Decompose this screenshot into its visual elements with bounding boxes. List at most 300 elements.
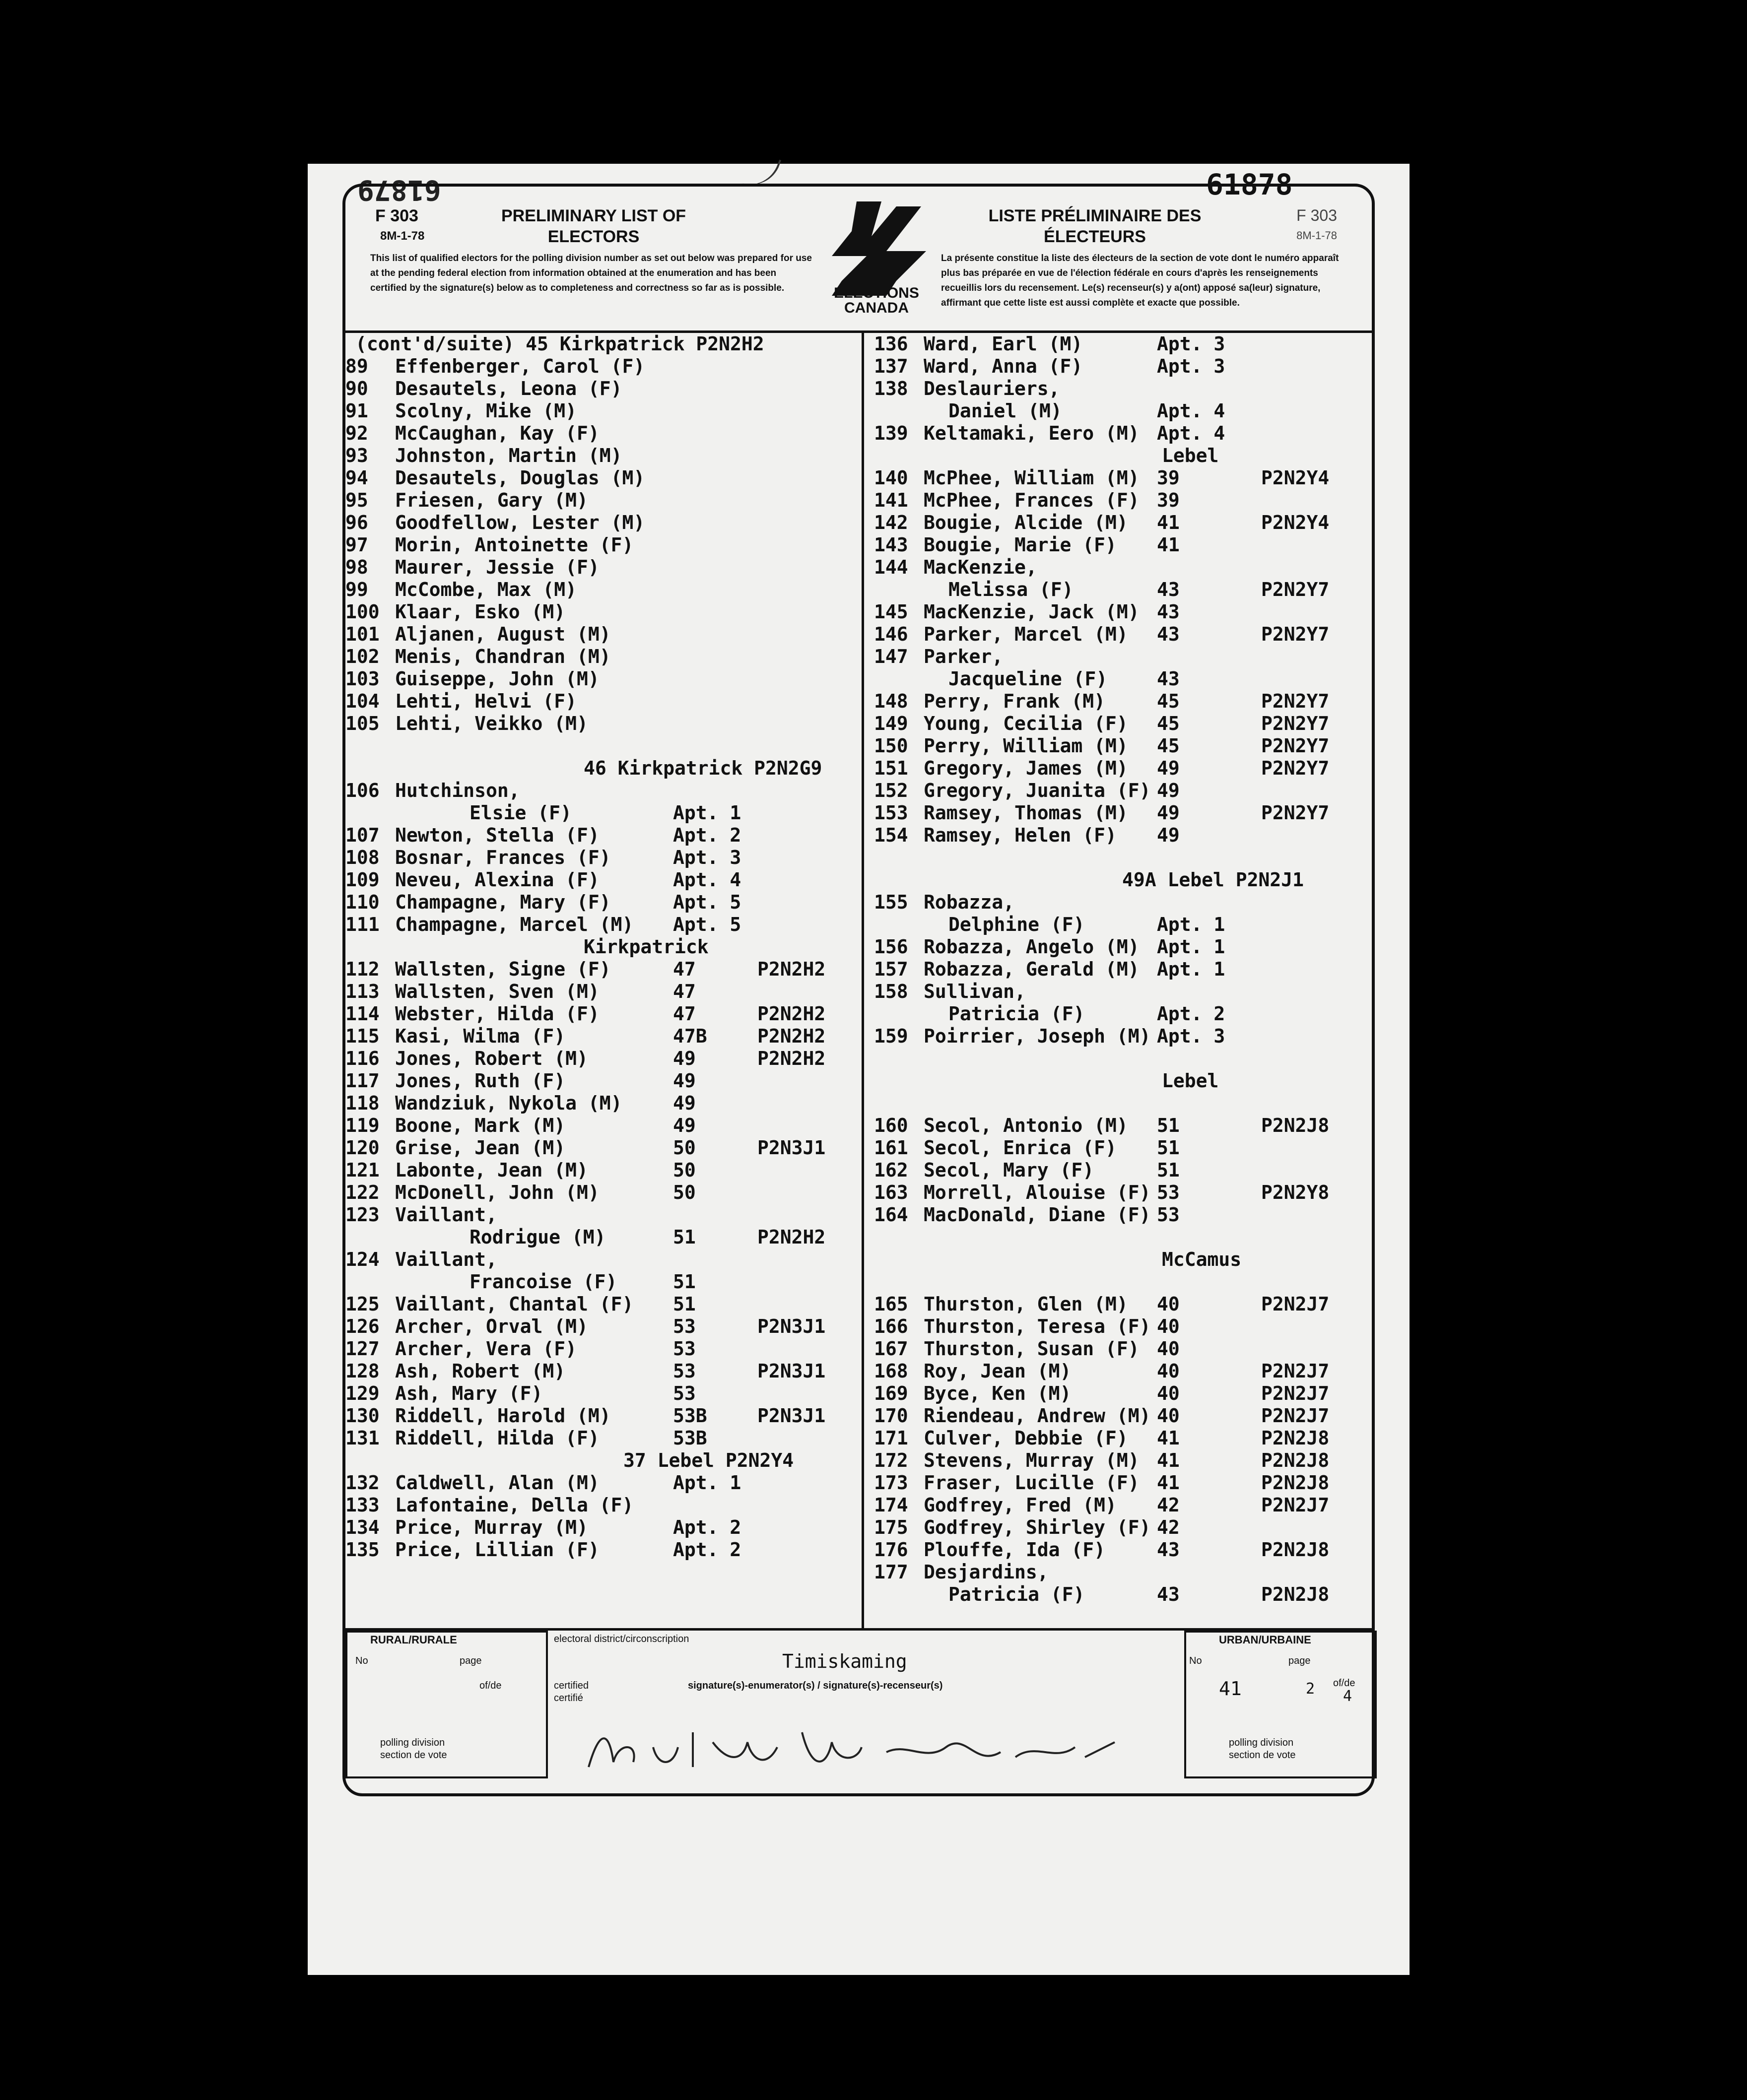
elector-address: 49 bbox=[673, 1048, 696, 1069]
street-heading: Francoise (F) bbox=[470, 1271, 617, 1293]
elector-name: Boone, Mark (M) bbox=[395, 1115, 566, 1136]
elector-name: Perry, William (M) bbox=[924, 735, 1128, 757]
elector-number: 148 bbox=[874, 690, 908, 712]
elector-address: Apt. 3 bbox=[1157, 333, 1225, 355]
elector-name: Maurer, Jessie (F) bbox=[395, 556, 600, 578]
elector-row bbox=[874, 1427, 1370, 1449]
elector-address: 42 bbox=[1157, 1516, 1180, 1538]
elector-address: 49 bbox=[673, 1070, 696, 1092]
elector-number: 103 bbox=[345, 668, 380, 690]
title-fr-line-1: LISTE PRÉLIMINAIRE DES bbox=[988, 206, 1202, 225]
elector-name: Klaar, Esko (M) bbox=[395, 601, 566, 623]
elector-address: 49 bbox=[673, 1115, 696, 1136]
elector-row bbox=[345, 445, 857, 467]
elector-row bbox=[874, 1271, 1370, 1293]
postal-code: P2N2Y7 bbox=[1261, 802, 1330, 824]
elector-row bbox=[345, 1338, 857, 1360]
form-footer bbox=[345, 1628, 1372, 1799]
urban-polling-division-label-fr: section de vote bbox=[1229, 1750, 1296, 1761]
elector-number: 169 bbox=[874, 1382, 908, 1404]
elector-name: Riddell, Hilda (F) bbox=[395, 1427, 600, 1449]
elector-number: 141 bbox=[874, 489, 908, 511]
elector-name: Jones, Robert (M) bbox=[395, 1048, 588, 1069]
elector-row bbox=[874, 1003, 1370, 1025]
urban-page-value: 2 bbox=[1306, 1680, 1315, 1698]
elector-name: Price, Murray (M) bbox=[395, 1516, 588, 1538]
elector-number: 154 bbox=[874, 824, 908, 846]
elector-name: Parker, bbox=[924, 646, 1004, 667]
elector-row bbox=[874, 981, 1370, 1003]
elector-row bbox=[874, 1025, 1370, 1048]
elector-row bbox=[874, 690, 1370, 713]
elector-name: Neveu, Alexina (F) bbox=[395, 869, 600, 891]
elector-number: 171 bbox=[874, 1427, 908, 1449]
postal-code: P2N3J1 bbox=[757, 1137, 826, 1159]
elector-number: 124 bbox=[345, 1248, 380, 1270]
elector-number: 91 bbox=[345, 400, 368, 422]
elector-address: Apt. 1 bbox=[1157, 914, 1225, 935]
elector-address: Apt. 1 bbox=[673, 802, 741, 824]
elector-row bbox=[345, 378, 857, 400]
postal-code: P2N2H2 bbox=[757, 1003, 826, 1025]
elector-number: 143 bbox=[874, 534, 908, 556]
elector-number: 104 bbox=[345, 690, 380, 712]
elector-row bbox=[345, 355, 857, 378]
elector-name: Perry, Frank (M) bbox=[924, 690, 1106, 712]
elector-name: Gregory, Juanita (F) bbox=[924, 780, 1151, 801]
elector-row bbox=[345, 646, 857, 668]
elector-row bbox=[874, 579, 1370, 601]
elector-number: 114 bbox=[345, 1003, 380, 1025]
elector-name: Vaillant, Chantal (F) bbox=[395, 1293, 634, 1315]
elector-number: 168 bbox=[874, 1360, 908, 1382]
elector-number: 113 bbox=[345, 981, 380, 1002]
elector-number: 96 bbox=[345, 512, 368, 533]
enumerator-signature-icon bbox=[579, 1712, 1125, 1777]
postal-code: P2N2J7 bbox=[1261, 1405, 1330, 1427]
street-heading: Jacqueline (F) bbox=[948, 668, 1108, 690]
elector-number: 97 bbox=[345, 534, 368, 556]
elector-name: Godfrey, Fred (M) bbox=[924, 1494, 1117, 1516]
elector-number: 163 bbox=[874, 1181, 908, 1203]
elector-number: 132 bbox=[345, 1472, 380, 1494]
elector-number: 98 bbox=[345, 556, 368, 578]
logo-text-line-2: CANADA bbox=[844, 300, 909, 316]
elector-row bbox=[874, 467, 1370, 489]
elector-number: 130 bbox=[345, 1405, 380, 1427]
elector-number: 167 bbox=[874, 1338, 908, 1360]
elector-number: 162 bbox=[874, 1159, 908, 1181]
elector-row bbox=[345, 556, 857, 579]
elector-name: Archer, Orval (M) bbox=[395, 1315, 588, 1337]
elector-address: 53 bbox=[673, 1315, 696, 1337]
district-label: electoral district/circonscription bbox=[554, 1634, 689, 1644]
elector-row bbox=[874, 1248, 1370, 1271]
elector-address: 53 bbox=[673, 1382, 696, 1404]
postal-code: P2N2J8 bbox=[1261, 1449, 1330, 1471]
rural-of-label: of/de bbox=[479, 1680, 502, 1691]
elector-name: Deslauriers, bbox=[924, 378, 1060, 399]
elector-number: 153 bbox=[874, 802, 908, 824]
elector-name: Culver, Debbie (F) bbox=[924, 1427, 1128, 1449]
elector-row bbox=[874, 1382, 1370, 1405]
signature-label: signature(s)-enumerator(s) / signature(s)-recenseur(s) bbox=[688, 1680, 943, 1691]
column-divider bbox=[862, 330, 864, 1628]
elector-row bbox=[345, 824, 857, 847]
postal-code: P2N3J1 bbox=[757, 1315, 826, 1337]
elector-name: Thurston, Glen (M) bbox=[924, 1293, 1128, 1315]
elector-row bbox=[874, 355, 1370, 378]
elector-name: Robazza, Gerald (M) bbox=[924, 958, 1140, 980]
elector-number: 159 bbox=[874, 1025, 908, 1047]
elector-number: 108 bbox=[345, 847, 380, 868]
elector-row bbox=[345, 936, 857, 958]
elector-address: 49 bbox=[1157, 780, 1180, 801]
elector-number: 92 bbox=[345, 422, 368, 444]
elector-number: 126 bbox=[345, 1315, 380, 1337]
elector-name: Poirrier, Joseph (M) bbox=[924, 1025, 1151, 1047]
elector-address: 41 bbox=[1157, 1449, 1180, 1471]
elector-number: 142 bbox=[874, 512, 908, 533]
elector-row bbox=[874, 1115, 1370, 1137]
elector-address: Apt. 4 bbox=[1157, 422, 1225, 444]
elector-name: Desautels, Leona (F) bbox=[395, 378, 622, 399]
elector-number: 131 bbox=[345, 1427, 380, 1449]
elector-row bbox=[874, 869, 1370, 891]
street-heading: 37 Lebel P2N2Y4 bbox=[623, 1449, 794, 1471]
elector-name: Morin, Antoinette (F) bbox=[395, 534, 634, 556]
postal-code: P2N3J1 bbox=[757, 1405, 826, 1427]
polling-division-label: polling division bbox=[380, 1737, 445, 1748]
elector-row bbox=[874, 646, 1370, 668]
elector-name: Byce, Ken (M) bbox=[924, 1382, 1072, 1404]
elector-address: 43 bbox=[1157, 1583, 1180, 1605]
elector-number: 119 bbox=[345, 1115, 380, 1136]
elector-address: 50 bbox=[673, 1159, 696, 1181]
urban-of-value: 4 bbox=[1343, 1688, 1352, 1705]
postal-code: P2N2J8 bbox=[1261, 1583, 1330, 1605]
elector-name: Caldwell, Alan (M) bbox=[395, 1472, 600, 1494]
elector-number: 139 bbox=[874, 422, 908, 444]
elector-address: Apt. 1 bbox=[673, 1472, 741, 1494]
elector-number: 157 bbox=[874, 958, 908, 980]
elector-name: Secol, Enrica (F) bbox=[924, 1137, 1117, 1159]
elector-name: Morrell, Alouise (F) bbox=[924, 1181, 1151, 1203]
elector-row bbox=[874, 601, 1370, 623]
elector-row bbox=[345, 534, 857, 556]
elector-address: 39 bbox=[1157, 489, 1180, 511]
logo-wordmark bbox=[812, 286, 941, 316]
elector-address: 40 bbox=[1157, 1293, 1180, 1315]
elector-address: 41 bbox=[1157, 534, 1180, 556]
elector-name: Lafontaine, Della (F) bbox=[395, 1494, 634, 1516]
elector-address: 45 bbox=[1157, 735, 1180, 757]
postal-code: P2N2J7 bbox=[1261, 1360, 1330, 1382]
elector-address: 49 bbox=[1157, 757, 1180, 779]
elector-number: 138 bbox=[874, 378, 908, 399]
elector-name: Scolny, Mike (M) bbox=[395, 400, 577, 422]
elector-address: 53B bbox=[673, 1427, 707, 1449]
elector-row bbox=[874, 1315, 1370, 1338]
elector-row bbox=[345, 1472, 857, 1494]
elector-number: 137 bbox=[874, 355, 908, 377]
elector-row bbox=[874, 958, 1370, 981]
elector-address: 53 bbox=[673, 1360, 696, 1382]
elector-address: 40 bbox=[1157, 1405, 1180, 1427]
postal-code: P2N2Y4 bbox=[1261, 467, 1330, 489]
title-french bbox=[971, 205, 1219, 247]
elector-name: Price, Lillian (F) bbox=[395, 1539, 600, 1561]
elector-name: Fraser, Lucille (F) bbox=[924, 1472, 1140, 1494]
elector-address: 53 bbox=[1157, 1181, 1180, 1203]
elector-address: 39 bbox=[1157, 467, 1180, 489]
elector-address: 53 bbox=[673, 1338, 696, 1360]
elector-row bbox=[345, 914, 857, 936]
postal-code: P2N2H2 bbox=[757, 1025, 826, 1047]
elector-name: Sullivan, bbox=[924, 981, 1026, 1002]
elector-row bbox=[874, 489, 1370, 512]
elector-row bbox=[345, 1025, 857, 1048]
elector-address: 50 bbox=[673, 1137, 696, 1159]
elector-name: Grise, Jean (M) bbox=[395, 1137, 566, 1159]
elector-name: McCaughan, Kay (F) bbox=[395, 422, 600, 444]
elector-row bbox=[874, 1204, 1370, 1226]
postal-code: P2N2H2 bbox=[757, 1226, 826, 1248]
elector-row bbox=[345, 1271, 857, 1293]
elector-row bbox=[874, 891, 1370, 914]
elector-row bbox=[345, 1003, 857, 1025]
elector-name: Wallsten, Signe (F) bbox=[395, 958, 611, 980]
elector-number: 95 bbox=[345, 489, 368, 511]
elector-number: 156 bbox=[874, 936, 908, 958]
elector-row bbox=[874, 1516, 1370, 1539]
street-heading: Elsie (F) bbox=[470, 802, 572, 824]
elector-name: Thurston, Teresa (F) bbox=[924, 1315, 1151, 1337]
elector-row bbox=[345, 668, 857, 690]
elector-row bbox=[345, 333, 857, 355]
elector-name: Champagne, Marcel (M) bbox=[395, 914, 634, 935]
electors-list-right bbox=[874, 333, 1370, 1606]
elector-row bbox=[874, 1048, 1370, 1070]
elector-address: 49 bbox=[1157, 802, 1180, 824]
elector-number: 155 bbox=[874, 891, 908, 913]
elector-row bbox=[345, 1181, 857, 1204]
elector-address: 43 bbox=[1157, 601, 1180, 623]
elector-address: 51 bbox=[1157, 1115, 1180, 1136]
postal-code: P2N2Y7 bbox=[1261, 623, 1330, 645]
elector-row bbox=[874, 512, 1370, 534]
elector-name: Labonte, Jean (M) bbox=[395, 1159, 588, 1181]
elector-name: McDonell, John (M) bbox=[395, 1181, 600, 1203]
elector-address: 43 bbox=[1157, 668, 1180, 690]
elector-address: 47B bbox=[673, 1025, 707, 1047]
elector-name: Bougie, Marie (F) bbox=[924, 534, 1117, 556]
postal-code: P2N2Y7 bbox=[1261, 690, 1330, 712]
postal-code: P2N2Y7 bbox=[1261, 757, 1330, 779]
elector-row bbox=[874, 914, 1370, 936]
elector-address: 47 bbox=[673, 981, 696, 1002]
form-date-fr: 8M-1-78 bbox=[1296, 229, 1337, 242]
elector-address: 49 bbox=[1157, 824, 1180, 846]
elector-row bbox=[345, 579, 857, 601]
elector-name: Desautels, Douglas (M) bbox=[395, 467, 645, 489]
elector-address: 51 bbox=[673, 1293, 696, 1315]
elector-number: 107 bbox=[345, 824, 380, 846]
form-code: F 303 bbox=[375, 206, 418, 225]
street-heading: McCamus bbox=[1162, 1248, 1242, 1270]
elector-number: 129 bbox=[345, 1382, 380, 1404]
elector-address: 45 bbox=[1157, 690, 1180, 712]
elector-address: 43 bbox=[1157, 623, 1180, 645]
elector-name: Ramsey, Helen (F) bbox=[924, 824, 1117, 846]
elector-address: Apt. 5 bbox=[673, 914, 741, 935]
elector-number: 125 bbox=[345, 1293, 380, 1315]
elector-row bbox=[345, 1092, 857, 1115]
title-fr-line-2: ÉLECTEURS bbox=[1044, 227, 1146, 246]
elector-row bbox=[345, 512, 857, 534]
elector-address: Apt. 1 bbox=[1157, 958, 1225, 980]
elector-name: McPhee, Frances (F) bbox=[924, 489, 1140, 511]
elector-row bbox=[345, 623, 857, 646]
street-heading: 46 Kirkpatrick P2N2G9 bbox=[584, 757, 822, 779]
elector-number: 146 bbox=[874, 623, 908, 645]
elector-name: Ward, Earl (M) bbox=[924, 333, 1083, 355]
elector-row bbox=[874, 422, 1370, 445]
elector-number: 115 bbox=[345, 1025, 380, 1047]
form-header bbox=[345, 187, 1372, 333]
street-heading: Melissa (F) bbox=[948, 579, 1074, 600]
elector-name: Vaillant, bbox=[395, 1204, 497, 1226]
elector-row bbox=[345, 1382, 857, 1405]
postal-code: P2N2Y7 bbox=[1261, 735, 1330, 757]
urban-no-value: 41 bbox=[1219, 1678, 1242, 1700]
elector-row bbox=[345, 1427, 857, 1449]
elector-name: MacKenzie, bbox=[924, 556, 1037, 578]
elector-row bbox=[345, 1115, 857, 1137]
elector-number: 172 bbox=[874, 1449, 908, 1471]
street-heading: Lebel bbox=[1162, 445, 1219, 466]
elector-name: Ash, Mary (F) bbox=[395, 1382, 543, 1404]
elector-row bbox=[874, 400, 1370, 422]
elector-row bbox=[874, 378, 1370, 400]
elector-address: Apt. 2 bbox=[1157, 1003, 1225, 1025]
postal-code: P2N2J8 bbox=[1261, 1115, 1330, 1136]
elector-number: 99 bbox=[345, 579, 368, 600]
elector-address: 40 bbox=[1157, 1338, 1180, 1360]
elector-row bbox=[874, 1293, 1370, 1315]
elector-row bbox=[874, 1159, 1370, 1181]
elector-row bbox=[345, 958, 857, 981]
elector-row bbox=[345, 601, 857, 623]
elector-row bbox=[345, 1159, 857, 1181]
elector-row bbox=[874, 1472, 1370, 1494]
elector-row bbox=[345, 847, 857, 869]
elector-number: 90 bbox=[345, 378, 368, 399]
elector-name: Jones, Ruth (F) bbox=[395, 1070, 566, 1092]
elector-address: Apt. 1 bbox=[1157, 936, 1225, 958]
elector-number: 135 bbox=[345, 1539, 380, 1561]
elector-address: 42 bbox=[1157, 1494, 1180, 1516]
street-heading: Rodrigue (M) bbox=[470, 1226, 606, 1248]
postal-code: P2N2J8 bbox=[1261, 1427, 1330, 1449]
elector-name: Menis, Chandran (M) bbox=[395, 646, 611, 667]
elector-name: Lehti, Helvi (F) bbox=[395, 690, 577, 712]
elector-row bbox=[345, 981, 857, 1003]
certified-label-fr: certifié bbox=[554, 1693, 583, 1704]
elector-name: Wandziuk, Nykola (M) bbox=[395, 1092, 622, 1114]
elector-number: 101 bbox=[345, 623, 380, 645]
urban-page-label: page bbox=[1288, 1655, 1311, 1666]
elector-name: Guiseppe, John (M) bbox=[395, 668, 600, 690]
elector-name: Bougie, Alcide (M) bbox=[924, 512, 1128, 533]
postal-code: P2N3J1 bbox=[757, 1360, 826, 1382]
elector-address: Apt. 2 bbox=[673, 1516, 741, 1538]
elector-row bbox=[345, 891, 857, 914]
elector-name: Riddell, Harold (M) bbox=[395, 1405, 611, 1427]
electors-list-left bbox=[345, 333, 857, 1561]
elector-number: 140 bbox=[874, 467, 908, 489]
elector-address: 41 bbox=[1157, 1472, 1180, 1494]
elector-name: Godfrey, Shirley (F) bbox=[924, 1516, 1151, 1538]
urban-label: URBAN/URBAINE bbox=[1219, 1634, 1311, 1646]
elector-address: Apt. 3 bbox=[673, 847, 741, 868]
elector-number: 147 bbox=[874, 646, 908, 667]
elector-name: Gregory, James (M) bbox=[924, 757, 1128, 779]
elector-address: 40 bbox=[1157, 1382, 1180, 1404]
elector-row bbox=[345, 1226, 857, 1248]
elector-name: Stevens, Murray (M) bbox=[924, 1449, 1140, 1471]
postal-code: P2N2J7 bbox=[1261, 1382, 1330, 1404]
postal-code: P2N2Y4 bbox=[1261, 512, 1330, 533]
elector-number: 116 bbox=[345, 1048, 380, 1069]
postal-code: P2N2Y7 bbox=[1261, 579, 1330, 600]
elector-number: 102 bbox=[345, 646, 380, 667]
elector-name: Ramsey, Thomas (M) bbox=[924, 802, 1128, 824]
elector-name: Parker, Marcel (M) bbox=[924, 623, 1128, 645]
title-en-line-1: PRELIMINARY LIST OF bbox=[501, 206, 686, 225]
elector-name: Thurston, Susan (F) bbox=[924, 1338, 1140, 1360]
elector-address: 49 bbox=[673, 1092, 696, 1114]
elector-name: McCombe, Max (M) bbox=[395, 579, 577, 600]
elector-number: 174 bbox=[874, 1494, 908, 1516]
elector-name: MacDonald, Diane (F) bbox=[924, 1204, 1151, 1226]
elector-row bbox=[874, 1226, 1370, 1248]
elector-row bbox=[345, 1248, 857, 1271]
elector-number: 94 bbox=[345, 467, 368, 489]
elector-number: 109 bbox=[345, 869, 380, 891]
elector-name: McPhee, William (M) bbox=[924, 467, 1140, 489]
elector-number: 89 bbox=[345, 355, 368, 377]
elector-number: 150 bbox=[874, 735, 908, 757]
elector-row bbox=[874, 1449, 1370, 1472]
elector-number: 152 bbox=[874, 780, 908, 801]
elector-row bbox=[874, 936, 1370, 958]
elector-name: MacKenzie, Jack (M) bbox=[924, 601, 1140, 623]
elector-row bbox=[874, 534, 1370, 556]
elector-address: 53B bbox=[673, 1405, 707, 1427]
elector-name: Ward, Anna (F) bbox=[924, 355, 1083, 377]
street-heading: (cont'd/suite) 45 Kirkpatrick P2N2H2 bbox=[355, 333, 764, 355]
urban-no-label: No bbox=[1189, 1655, 1202, 1666]
intro-french: La présente constitue la liste des électeurs de la section de vote dont le numéro apparaît plus bas préparée en vue de l'élection fédérale en cours d'après les renseignements recueillis lors du recensement. Le(s) recenseur(s) y a(ont) apposé sa(leur) signature, affirmant que cette liste est aussi complète et exacte que possible. bbox=[941, 253, 1339, 308]
elector-number: 111 bbox=[345, 914, 380, 935]
elector-number: 110 bbox=[345, 891, 380, 913]
postal-code: P2N2J8 bbox=[1261, 1539, 1330, 1561]
elector-number: 122 bbox=[345, 1181, 380, 1203]
electors-form bbox=[342, 184, 1375, 1796]
document-number: 61878 bbox=[1206, 168, 1293, 201]
elector-address: 47 bbox=[673, 1003, 696, 1025]
